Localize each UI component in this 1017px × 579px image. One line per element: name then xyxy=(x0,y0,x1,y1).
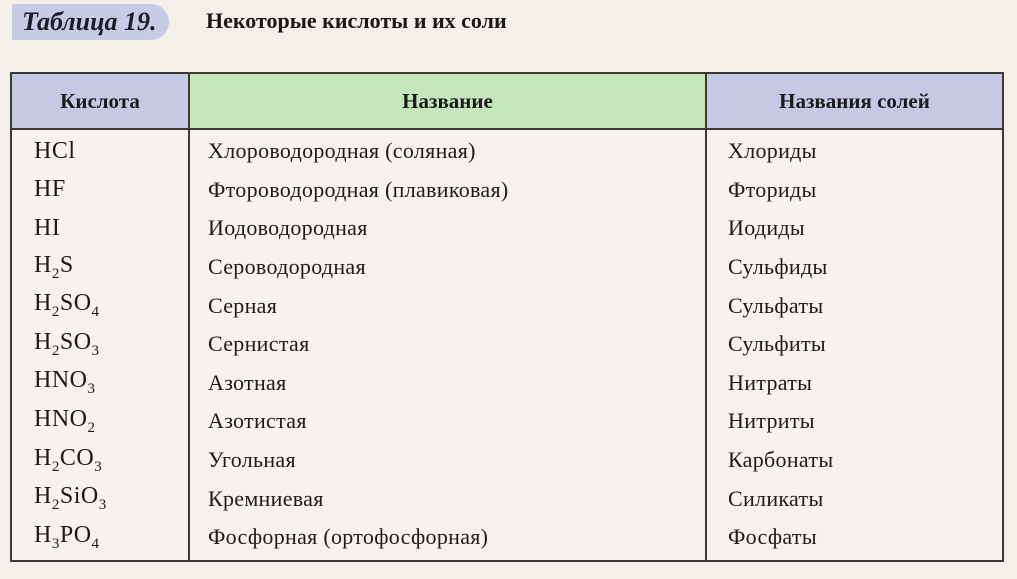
formula-text: H xyxy=(34,483,52,510)
formula-subscript: 3 xyxy=(91,342,100,359)
acid-name: Сернистая xyxy=(208,331,310,357)
salt-name: Сульфиты xyxy=(728,331,826,357)
acids-table xyxy=(10,72,1004,562)
acid-name: Иодоводородная xyxy=(208,215,368,241)
salt-name: Нитраты xyxy=(728,369,813,395)
formula-subscript: 2 xyxy=(51,265,60,282)
acid-name: Сероводородная xyxy=(208,254,366,280)
formula-subscript: 3 xyxy=(94,458,103,475)
table-row xyxy=(12,286,1002,325)
formula-text: CO xyxy=(59,444,95,471)
formula-text: H xyxy=(34,328,52,355)
table-row xyxy=(12,248,1002,287)
acid-formula xyxy=(34,215,60,242)
salt-name: Карбонаты xyxy=(728,447,834,473)
formula-text: HCl xyxy=(34,137,76,164)
acid-formula xyxy=(34,522,100,553)
salt-name: Фосфаты xyxy=(728,524,817,550)
table-row xyxy=(12,441,1002,480)
table-caption xyxy=(0,0,1017,50)
formula-text: H xyxy=(34,251,52,278)
formula-text: HNO xyxy=(34,406,88,433)
salt-name: Сульфаты xyxy=(728,292,824,318)
formula-text: HF xyxy=(34,176,66,203)
acid-name: Кремниевая xyxy=(208,485,324,511)
table-row xyxy=(12,479,1002,518)
table-row xyxy=(12,518,1002,557)
table-row xyxy=(12,132,1002,171)
formula-subscript: 2 xyxy=(51,497,60,514)
acid-name: Угольная xyxy=(208,447,296,473)
salt-name: Нитриты xyxy=(728,408,815,434)
table-number-badge: Таблица 19. xyxy=(12,4,169,40)
formula-subscript: 4 xyxy=(91,535,100,552)
formula-subscript: 2 xyxy=(87,419,96,436)
formula-text: SiO xyxy=(59,483,99,510)
acid-formula xyxy=(34,445,102,476)
formula-text: PO xyxy=(59,521,92,548)
table-row xyxy=(12,209,1002,248)
acid-formula xyxy=(34,176,66,203)
table-row xyxy=(12,171,1002,210)
acid-name: Серная xyxy=(208,292,278,318)
acid-name: Хлороводородная (соляная) xyxy=(208,138,476,164)
salt-name: Силикаты xyxy=(728,485,824,511)
acid-formula xyxy=(34,252,74,283)
header-salts: Названия солей xyxy=(705,74,1002,128)
acid-formula xyxy=(34,290,100,321)
formula-subscript: 3 xyxy=(87,381,96,398)
formula-text: HI xyxy=(34,214,61,241)
header-name: Название xyxy=(188,74,705,128)
table-body xyxy=(12,130,1002,560)
acid-name: Фтороводородная (плавиковая) xyxy=(208,176,509,202)
acid-formula xyxy=(34,329,100,360)
acid-formula xyxy=(34,367,96,398)
formula-subscript: 4 xyxy=(91,304,100,321)
formula-subscript: 2 xyxy=(51,342,60,359)
salt-name: Хлориды xyxy=(728,138,817,164)
table-row xyxy=(12,325,1002,364)
formula-subscript: 3 xyxy=(98,497,107,514)
salt-name: Иодиды xyxy=(728,215,805,241)
formula-text: HNO xyxy=(34,367,88,394)
formula-text: S xyxy=(59,251,74,278)
formula-text: H xyxy=(34,290,52,317)
salt-name: Фториды xyxy=(728,176,817,202)
acid-name: Азотистая xyxy=(208,408,307,434)
formula-subscript: 2 xyxy=(51,304,60,321)
acid-formula xyxy=(34,138,76,165)
header-acid: Кислота xyxy=(12,74,188,128)
formula-text: H xyxy=(34,521,52,548)
table-row xyxy=(12,364,1002,403)
acid-name: Фосфорная (ортофосфорная) xyxy=(208,524,489,550)
acid-name: Азотная xyxy=(208,369,287,395)
table-title: Некоторые кислоты и их соли xyxy=(206,8,507,33)
salt-name: Сульфиды xyxy=(728,254,828,280)
table-header xyxy=(12,74,1002,130)
acid-formula xyxy=(34,483,107,514)
formula-text: H xyxy=(34,444,52,471)
acid-formula xyxy=(34,406,96,437)
formula-subscript: 2 xyxy=(51,458,60,475)
formula-text: SO xyxy=(59,290,92,317)
formula-text: SO xyxy=(59,328,92,355)
table-row xyxy=(12,402,1002,441)
formula-subscript: 3 xyxy=(51,535,60,552)
